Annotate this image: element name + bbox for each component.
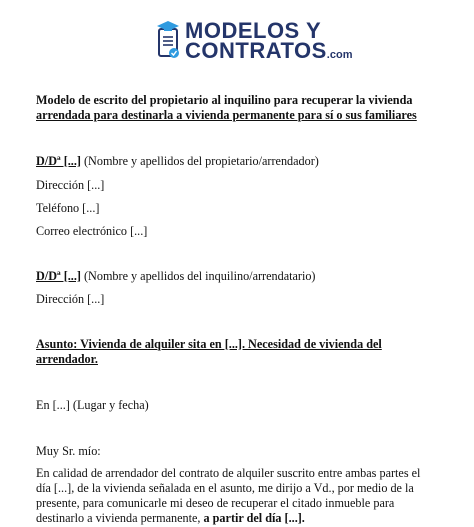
place-date: En [...] (Lugar y fecha) <box>36 398 149 412</box>
body-line2: día [...], de la vivienda señalada en el asunto, me dirijo a Vd., por medio de la <box>36 481 414 495</box>
site-logo[interactable] <box>157 18 353 64</box>
owner-prefix: D/Dª [...] <box>36 154 81 168</box>
document-title-line1: Modelo de escrito del propietario al inquilino para recuperar la vivienda <box>36 93 413 107</box>
document-title-line2: arrendada para destinarla a vivienda permanente para sí o sus familiares <box>36 108 417 122</box>
owner-name: (Nombre y apellidos del propietario/arrendador) <box>84 154 319 168</box>
subject-line2: arrendador. <box>36 352 98 366</box>
logo-line1: MODELOS Y <box>185 18 322 43</box>
logo-wordmark <box>185 18 353 65</box>
owner-email: Correo electrónico [...] <box>36 224 148 238</box>
logo-line2-text: CONTRATOS <box>185 38 327 63</box>
body-line4 <box>36 511 305 526</box>
greeting: Muy Sr. mío: <box>36 444 101 458</box>
tenant-address: Dirección [...] <box>36 292 105 306</box>
body-line4-start: destinarlo a vivienda permanente, <box>36 511 201 525</box>
logo-suffix: .com <box>326 49 353 61</box>
owner-address: Dirección [...] <box>36 178 105 192</box>
subject-line1: Asunto: Vivienda de alquiler sita en [...]. Necesidad de vivienda del <box>36 337 382 351</box>
logo-line2 <box>185 38 353 65</box>
tenant-name: (Nombre y apellidos del inquilino/arrendatario) <box>84 269 316 283</box>
body-line1: En calidad de arrendador del contrato de alquiler suscrito entre ambas partes el <box>36 466 421 480</box>
body-line3: presente, para comunicarle mi deseo de recuperar el citado inmueble para <box>36 496 395 510</box>
owner-phone: Teléfono [...] <box>36 201 100 215</box>
tenant-prefix: D/Dª [...] <box>36 269 81 283</box>
owner-name-line <box>36 154 319 169</box>
document-graduation-icon <box>157 20 181 60</box>
tenant-name-line <box>36 269 316 284</box>
body-line4-bold: a partir del día [...]. <box>203 511 305 525</box>
